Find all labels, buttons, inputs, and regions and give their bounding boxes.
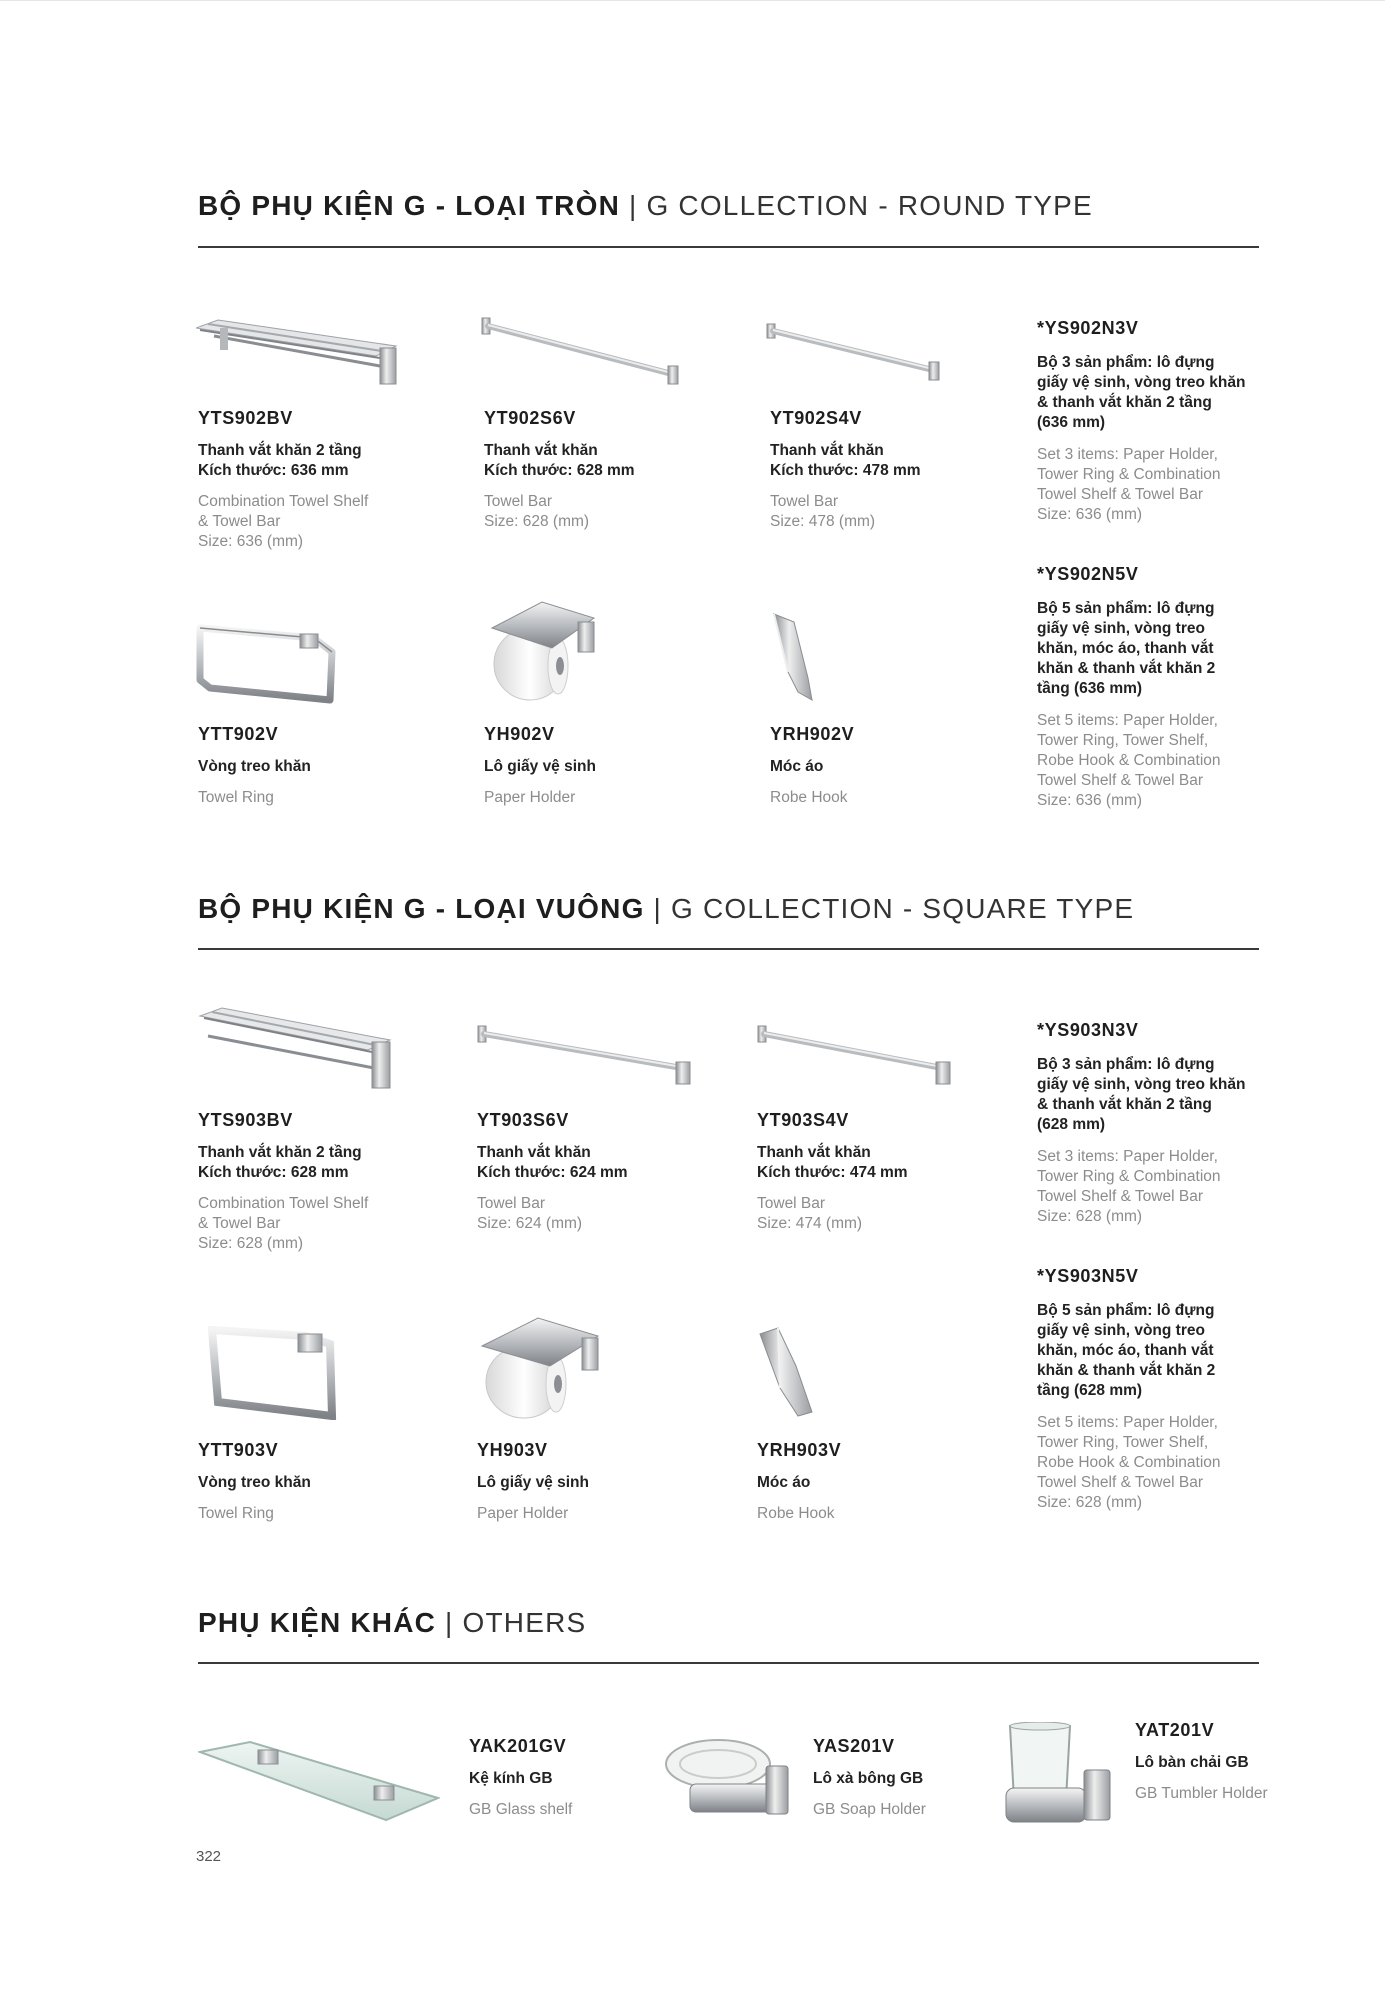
product-name-vi: Thanh vắt khăn 2 tầng Kích thước: 636 mm — [198, 442, 362, 479]
towel-bar-icon — [765, 322, 945, 382]
product-code: YRH903V — [757, 1440, 842, 1460]
section-title-vi: BỘ PHỤ KIỆN G - LOẠI VUÔNG — [198, 893, 645, 924]
product-name-en: Robe Hook — [757, 1505, 835, 1522]
product-name-en: Towel Bar Size: 628 (mm) — [484, 493, 590, 530]
product-name-en: GB Soap Holder — [813, 1801, 926, 1818]
product-name-en: Combination Towel Shelf & Towel Bar Size: 628 (mm) — [198, 1195, 369, 1252]
product-name-vi: Thanh vắt khăn Kích thước: 628 mm — [484, 442, 635, 479]
product-name-vi: Lô giấy vệ sinh — [484, 758, 596, 775]
product-code: YRH902V — [770, 724, 855, 744]
section-divider — [198, 948, 1259, 950]
set-card — [1037, 564, 1277, 811]
product-name-en: Towel Bar Size: 624 (mm) — [477, 1195, 583, 1232]
set-card — [1037, 318, 1277, 525]
product-card — [1135, 1720, 1385, 1804]
product-name-vi: Lô xà bông GB — [813, 1770, 924, 1787]
towel-ring-icon — [196, 622, 341, 704]
product-name-vi: Kệ kính GB — [469, 1770, 553, 1787]
product-code: YAK201GV — [469, 1736, 567, 1756]
section-title-round — [198, 190, 1093, 222]
product-card — [484, 724, 754, 808]
set-description-en: Set 3 items: Paper Holder, Tower Ring & Combination Towel Shelf & Towel Bar Size: 636 (mm) — [1037, 446, 1221, 523]
towel-shelf-icon — [196, 316, 406, 386]
product-name-vi: Thanh vắt khăn Kích thước: 478 mm — [770, 442, 921, 479]
section-title-separator: | — [445, 1607, 454, 1638]
product-name-en: Paper Holder — [477, 1505, 569, 1522]
product-code: YTS902BV — [198, 408, 293, 428]
product-name-vi: Vòng treo khăn — [198, 758, 311, 775]
page-number: 322 — [196, 1848, 222, 1865]
product-name-en: Paper Holder — [484, 789, 576, 806]
product-name-en: Towel Ring — [198, 1505, 274, 1522]
product-code: YH903V — [477, 1440, 548, 1460]
section-title-square — [198, 893, 1134, 925]
robe-hook-icon — [768, 612, 818, 704]
product-name-en: Towel Bar Size: 478 (mm) — [770, 493, 876, 530]
set-description-vi: Bộ 3 sản phẩm: lô đựng giấy vệ sinh, vòng treo khăn & thanh vắt khăn 2 tầng (628 mm) — [1037, 1056, 1246, 1133]
set-description-vi: Bộ 5 sản phẩm: lô đựng giấy vệ sinh, vòng treo khăn, móc áo, thanh vắt khăn & thanh vắt khăn 2 tầng (628 mm) — [1037, 1302, 1216, 1399]
product-name-vi: Vòng treo khăn — [198, 1474, 311, 1491]
section-divider — [198, 1662, 1259, 1664]
product-code: YT902S6V — [484, 408, 576, 428]
product-name-en: Towel Ring — [198, 789, 274, 806]
section-title-en: G COLLECTION - ROUND TYPE — [646, 190, 1093, 221]
set-description-vi: Bộ 3 sản phẩm: lô đựng giấy vệ sinh, vòng treo khăn & thanh vắt khăn 2 tầng (636 mm) — [1037, 354, 1246, 431]
set-card — [1037, 1020, 1277, 1227]
set-description-en: Set 3 items: Paper Holder, Tower Ring & Combination Towel Shelf & Towel Bar Size: 628 (mm) — [1037, 1148, 1221, 1225]
towel-bar-icon — [756, 1024, 956, 1090]
section-title-separator: | — [628, 190, 638, 221]
product-code: YT903S4V — [757, 1110, 849, 1130]
product-name-en: GB Tumbler Holder — [1135, 1785, 1268, 1802]
set-code: *YS902N3V — [1037, 318, 1139, 338]
set-description-en: Set 5 items: Paper Holder, Tower Ring, Tower Shelf, Robe Hook & Combination Towel Shelf & Towel Bar Size: 628 (mm) — [1037, 1414, 1221, 1511]
set-code: *YS902N5V — [1037, 564, 1139, 584]
product-card — [477, 1440, 747, 1524]
set-card — [1037, 1266, 1277, 1513]
product-name-en: Combination Towel Shelf & Towel Bar Size: 636 (mm) — [198, 493, 369, 550]
product-code: YH902V — [484, 724, 555, 744]
product-card — [484, 408, 754, 532]
product-name-vi: Lô giấy vệ sinh — [477, 1474, 589, 1491]
product-name-en: GB Glass shelf — [469, 1801, 573, 1818]
product-name-vi: Móc áo — [757, 1474, 811, 1491]
product-name-vi: Thanh vắt khăn 2 tầng Kích thước: 628 mm — [198, 1144, 362, 1181]
section-divider — [198, 246, 1259, 248]
towel-bar-icon — [476, 1024, 696, 1090]
paper-holder-icon — [482, 600, 604, 706]
towel-shelf-icon — [198, 1006, 398, 1092]
set-description-vi: Bộ 5 sản phẩm: lô đựng giấy vệ sinh, vòng treo khăn, móc áo, thanh vắt khăn & thanh vắt khăn 2 tầng (636 mm) — [1037, 600, 1216, 697]
section-title-separator: | — [653, 893, 663, 924]
set-code: *YS903N5V — [1037, 1266, 1139, 1286]
robe-hook-icon — [756, 1326, 816, 1420]
product-card — [770, 724, 1040, 808]
product-card — [198, 408, 468, 552]
towel-bar-icon — [480, 316, 685, 386]
glass-shelf-icon — [198, 1736, 440, 1826]
product-name-en: Robe Hook — [770, 789, 848, 806]
set-code: *YS903N3V — [1037, 1020, 1139, 1040]
product-code: YTT902V — [198, 724, 279, 744]
product-code: YTT903V — [198, 1440, 279, 1460]
product-card — [198, 1440, 468, 1524]
product-code: YTS903BV — [198, 1110, 293, 1130]
product-card — [198, 1110, 468, 1254]
product-code: YAS201V — [813, 1736, 895, 1756]
paper-holder-icon — [474, 1316, 606, 1422]
section-title-vi: PHỤ KIỆN KHÁC — [198, 1607, 437, 1638]
product-card — [469, 1736, 739, 1820]
product-card — [757, 1110, 1027, 1234]
product-card — [757, 1440, 1027, 1524]
section-title-en: G COLLECTION - SQUARE TYPE — [671, 893, 1135, 924]
product-code: YAT201V — [1135, 1720, 1215, 1740]
product-card — [813, 1736, 1083, 1820]
product-code: YT903S6V — [477, 1110, 569, 1130]
product-card — [477, 1110, 747, 1234]
product-name-vi: Thanh vắt khăn Kích thước: 474 mm — [757, 1144, 908, 1181]
section-title-vi: BỘ PHỤ KIỆN G - LOẠI TRÒN — [198, 190, 620, 221]
product-name-vi: Lô bàn chải GB — [1135, 1754, 1249, 1771]
product-name-vi: Móc áo — [770, 758, 824, 775]
product-code: YT902S4V — [770, 408, 862, 428]
product-name-en: Towel Bar Size: 474 (mm) — [757, 1195, 863, 1232]
product-card — [198, 724, 468, 808]
product-card — [770, 408, 1040, 532]
section-title-others — [198, 1607, 586, 1639]
section-title-en: OTHERS — [462, 1607, 587, 1638]
set-description-en: Set 5 items: Paper Holder, Tower Ring, Tower Shelf, Robe Hook & Combination Towel Shelf & Towel Bar Size: 636 (mm) — [1037, 712, 1221, 809]
top-border — [0, 0, 1385, 1]
product-name-vi: Thanh vắt khăn Kích thước: 624 mm — [477, 1144, 628, 1181]
towel-ring-icon — [206, 1326, 338, 1420]
